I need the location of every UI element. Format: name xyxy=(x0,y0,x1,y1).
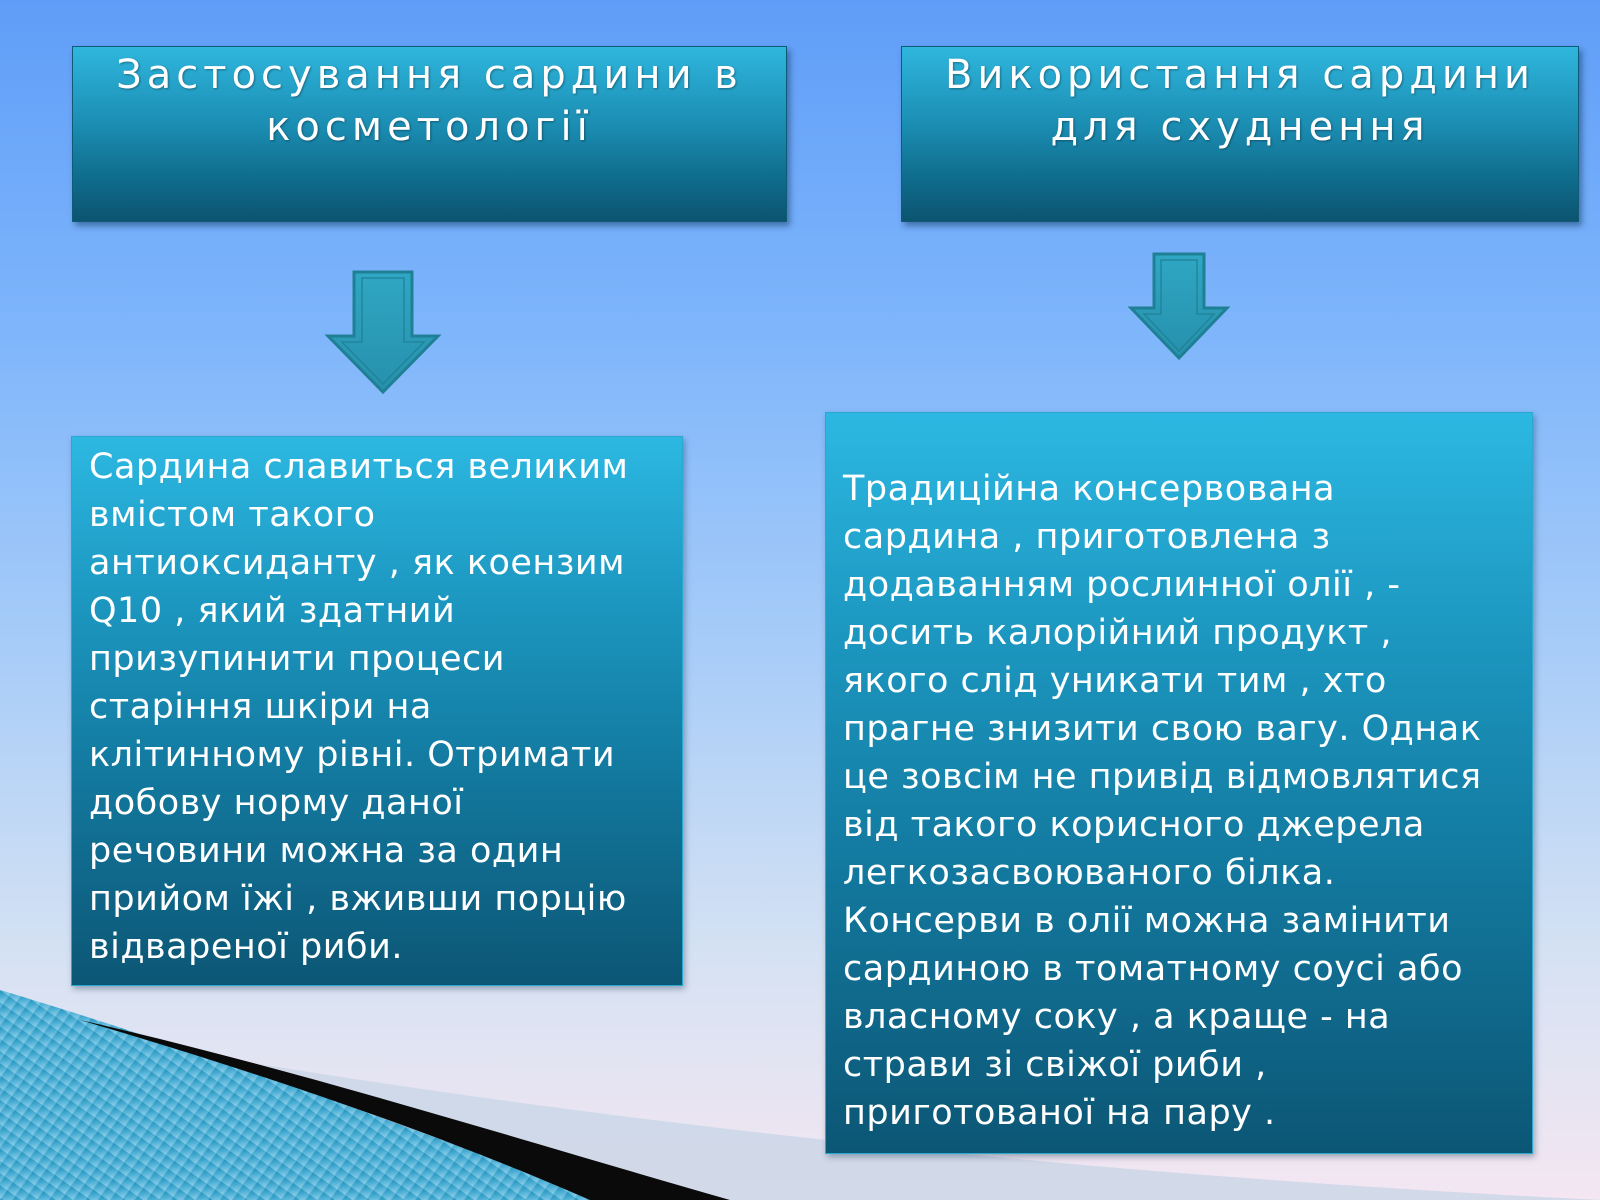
content-weight-loss-line: легкозасвоюваного білка. xyxy=(843,853,1336,893)
content-weight-loss-line: сардина , приготовлена з xyxy=(843,517,1331,557)
content-cosmetology-line: вмістом такого xyxy=(89,495,376,535)
content-weight-loss-line: якого слід уникати тим , хто xyxy=(843,661,1387,701)
header-weight-loss-line-1: Використання сардини xyxy=(944,52,1536,98)
content-weight-loss-line: страви зі свіжої риби , xyxy=(843,1045,1267,1085)
content-cosmetology-line: старіння шкіри на xyxy=(89,687,432,727)
content-weight-loss-line: власному соку , а краще - на xyxy=(843,997,1391,1037)
content-weight-loss-line: додаванням рослинної олії , - xyxy=(843,565,1401,605)
swoosh-blue-band xyxy=(0,990,600,1200)
down-arrow-icon xyxy=(1128,252,1230,362)
content-cosmetology xyxy=(71,436,683,986)
content-weight-loss-line: від такого корисного джерела xyxy=(843,805,1425,845)
content-weight-loss-line: Традиційна консервована xyxy=(843,469,1336,509)
content-weight-loss-line: сардиною в томатному соусі або xyxy=(843,949,1463,989)
header-weight-loss xyxy=(901,46,1579,222)
content-weight-loss-line: прагне знизити свою вагу. Однак xyxy=(843,709,1482,749)
content-weight-loss-line: приготованої на пару . xyxy=(843,1093,1276,1133)
content-weight-loss-line: досить калорійний продукт , xyxy=(843,613,1393,653)
content-cosmetology-line: Q10 , який здатний xyxy=(89,591,456,631)
header-cosmetology-line-1: Застосування сардини в xyxy=(116,52,743,98)
content-cosmetology-line: Сардина славиться великим xyxy=(89,447,629,487)
content-cosmetology-line: призупинити процеси xyxy=(89,639,506,679)
down-arrow-icon xyxy=(324,270,442,396)
content-cosmetology-line: речовини можна за один xyxy=(89,831,564,871)
content-cosmetology-line: клітинному рівні. Отримати xyxy=(89,735,616,775)
header-cosmetology-line-2: косметології xyxy=(266,104,593,150)
header-weight-loss-line-2: для схуднення xyxy=(1050,104,1430,150)
content-cosmetology-line: антиоксиданту , як коензим xyxy=(89,543,626,583)
content-weight-loss xyxy=(825,412,1533,1154)
content-weight-loss-line: це зовсім не привід відмовлятися xyxy=(843,757,1482,797)
header-cosmetology xyxy=(72,46,787,222)
content-weight-loss-line: Консерви в олії можна замінити xyxy=(843,901,1451,941)
content-cosmetology-line: прийом їжі , вживши порцію xyxy=(89,879,627,919)
content-cosmetology-line: відвареної риби. xyxy=(89,927,403,967)
content-cosmetology-line: добову норму даної xyxy=(89,783,464,823)
